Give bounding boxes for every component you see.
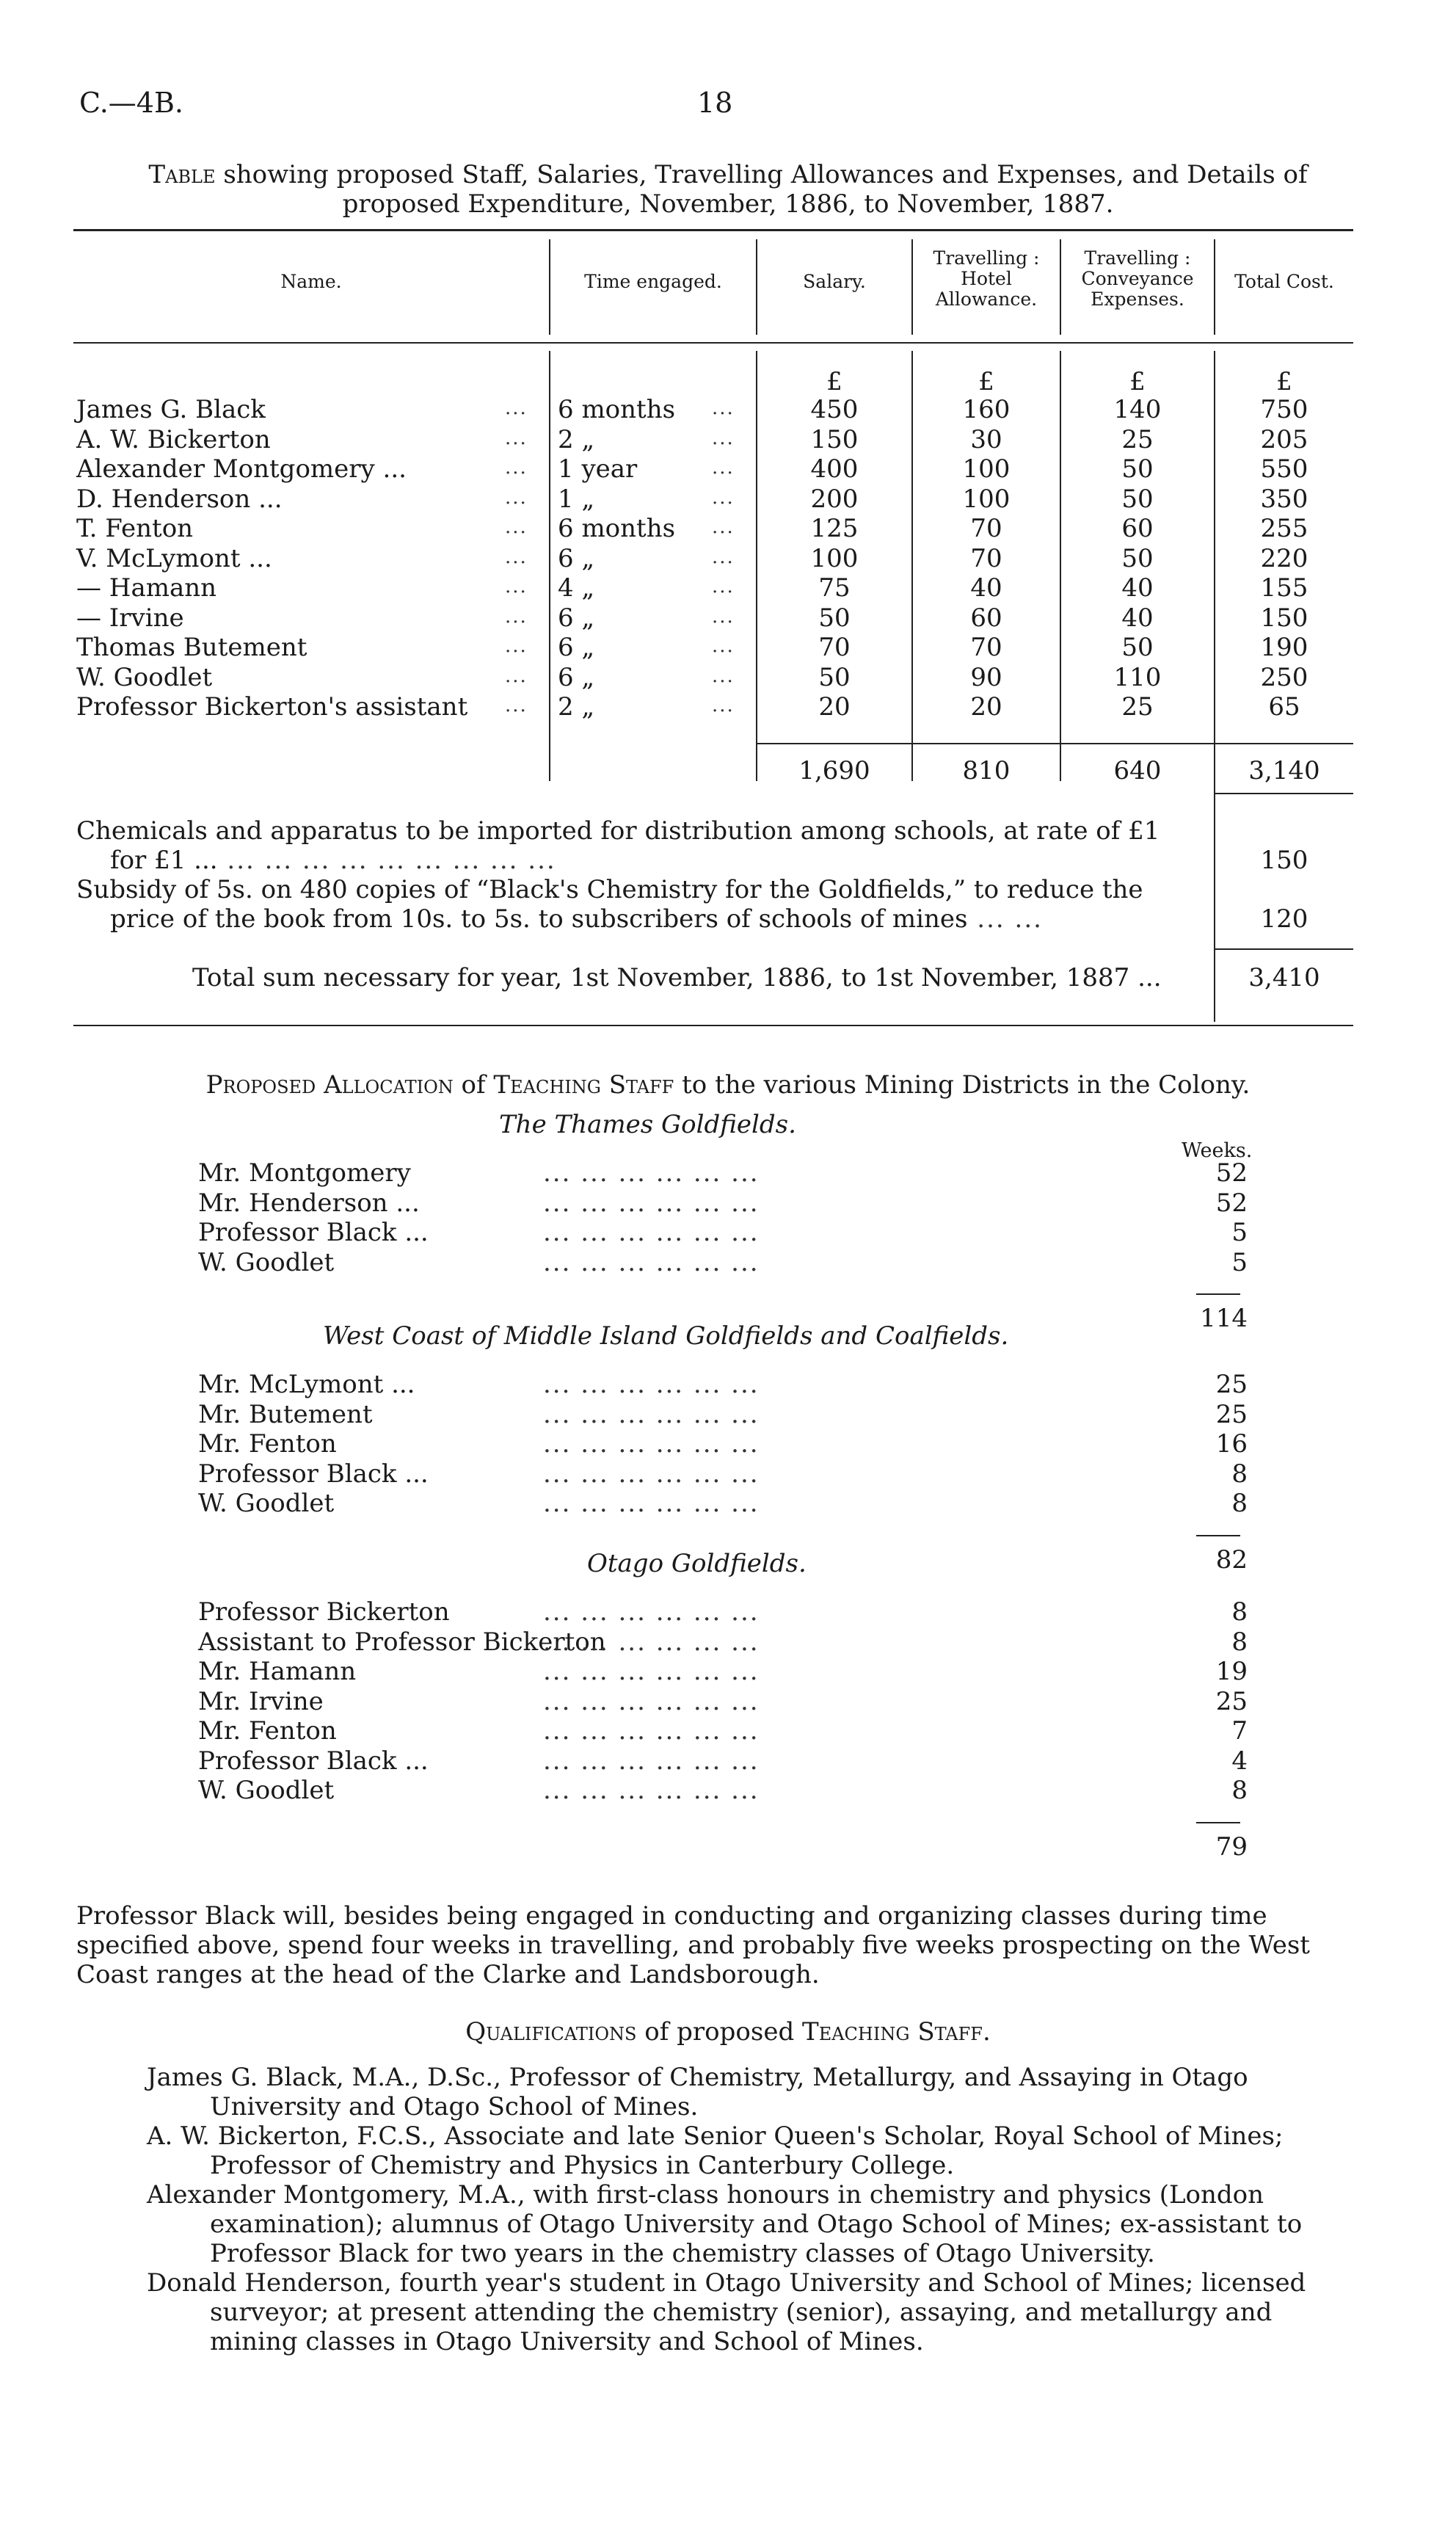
allocation-name: Professor Black ... [198,1746,429,1776]
staff-name: T. Fenton [76,514,194,543]
qualification-line: Alexander Montgomery, M.A., with first-class honours in chemistry and physics (London [147,2180,1264,2210]
vrule [911,351,913,781]
staff-name: V. McLymont ... [76,543,272,573]
allocation-weeks: 25 [1215,1686,1248,1716]
allocation-weeks: 52 [1215,1188,1248,1218]
staff-salary: 20 [818,692,851,722]
allocation-name: Mr. Butement [198,1399,373,1429]
staff-conveyance: 50 [1121,633,1154,662]
total-hotel: 810 [962,756,1011,785]
qualification-line: James G. Black, M.A., D.Sc., Professor of Chemistry, Metallurgy, and Assaying in Otago [147,2063,1248,2092]
staff-name: — Irvine [76,603,184,633]
conveyance-line-2: Conveyance [1081,268,1194,289]
allocation-title-part2: of [453,1070,494,1100]
staff-conveyance: 50 [1121,484,1154,514]
leader-dots: ... [712,635,735,657]
grand-total-rule [1215,948,1353,950]
staff-name: — Hamann [76,573,217,603]
leader-dots: ... [505,694,528,716]
staff-total: 205 [1260,424,1308,454]
allocation-weeks: 8 [1231,1776,1248,1805]
allocation-weeks: 4 [1231,1746,1248,1776]
hotel-line-1: Travelling : [933,247,1040,269]
hotel-line-2: Hotel [961,268,1012,289]
qualification-line: examination); alumnus of Otago University and Otago School of Mines; ex-assistant to [210,2210,1303,2239]
table-bottom-rule [73,1025,1353,1026]
leader-dots: ... [505,545,528,568]
leader-dots: ... ... ... ... ... ... [543,1459,760,1489]
staff-name: A. W. Bickerton [76,424,271,454]
allocation-name: W. Goodlet [198,1776,335,1805]
staff-time: 2 „ [558,692,595,722]
leader-dots: ... [505,457,528,479]
leader-dots: ... [712,516,735,538]
staff-conveyance: 60 [1121,514,1154,543]
staff-time: 4 „ [558,573,595,603]
conveyance-line-3: Expenses. [1091,288,1184,310]
leader-dots: ... [712,694,735,716]
staff-hotel: 40 [970,573,1002,603]
allocation-name: W. Goodlet [198,1489,335,1518]
leader-dots: ... ... ... ... ... ... [543,1399,760,1429]
staff-time: 1 year [558,454,638,484]
staff-name: D. Henderson ... [76,484,283,514]
vrule [1060,351,1061,781]
qual-title-part3: Teaching Staff. [802,2017,991,2047]
staff-total: 350 [1260,484,1308,514]
staff-salary: 50 [818,603,851,633]
staff-salary: 450 [810,395,859,424]
allocation-title-part1: Proposed Allocation [205,1070,454,1100]
staff-total: 155 [1260,573,1308,603]
qualification-line: surveyor; at present attending the chemistry (senior), assaying, and metallurgy and [210,2298,1273,2327]
allocation-weeks: 5 [1231,1247,1248,1277]
staff-total: 250 [1260,662,1308,692]
allocation-name: Mr. Hamann [198,1657,357,1686]
leader-dots: ... ... ... ... ... ... [543,1370,760,1399]
allocation-weeks: 16 [1215,1429,1248,1459]
qualification-line: University and Otago School of Mines. [210,2092,699,2121]
staff-salary: 50 [818,662,851,692]
vrule [549,239,550,335]
allocation-name: Mr. Montgomery [198,1158,411,1188]
vrule [756,239,757,335]
vrule [756,351,757,781]
staff-total: 550 [1260,454,1308,484]
totals-rule [757,743,1353,744]
qualification-line: Donald Henderson, fourth year's student in Otago University and School of Mines; licensed [147,2268,1306,2298]
staff-time: 6 months [558,514,676,543]
leader-dots: ... [712,486,735,509]
allocation-title-part3: Teaching Staff [493,1070,674,1100]
staff-name: W. Goodlet [76,662,213,692]
allocation-weeks: 19 [1215,1657,1248,1686]
col-header-conveyance [1061,248,1214,310]
allocation-weeks: 8 [1231,1489,1248,1518]
table-caption [73,160,1383,219]
allocation-name: W. Goodlet [198,1247,335,1277]
leader-dots: ... [712,397,735,419]
staff-time: 1 „ [558,484,595,514]
allocation-name: Professor Black ... [198,1218,429,1247]
leader-dots: ... ... ... ... ... ... [543,1597,760,1627]
leader-dots: ... ... ... ... ... ... [543,1627,760,1657]
allocation-name: Assistant to Professor Bickerton [198,1627,606,1657]
allocation-name: Mr. McLymont ... [198,1370,415,1399]
extra-subsidy-line2 [110,904,1043,934]
staff-time: 6 months [558,395,676,424]
allocation-name: Mr. Fenton [198,1429,337,1459]
conveyance-line-1: Travelling : [1084,247,1191,269]
staff-conveyance: 40 [1121,603,1154,633]
grand-total-amount: 3,410 [1248,963,1320,992]
staff-salary: 100 [810,543,859,573]
currency-hotel: £ [978,367,994,396]
header-bottom-rule [73,342,1353,344]
leader-dots: ... ... ... ... ... ... [543,1489,760,1518]
staff-hotel: 20 [970,692,1002,722]
total-conveyance: 640 [1113,756,1162,785]
leader-dots: ... ... ... ... ... ... [543,1686,760,1716]
leader-dots: ... [505,635,528,657]
staff-hotel: 30 [970,424,1002,454]
extra-subsidy-line1: Subsidy of 5s. on 480 copies of “Black's Chemistry for the Goldfields,” to reduce the [76,875,1143,904]
leader-dots: ... ... ... ... ... ... [543,1247,760,1277]
staff-time: 6 „ [558,662,595,692]
note-line: Coast ranges at the head of the Clarke and Landsborough. [76,1960,820,1989]
leader-dots: ... [712,576,735,598]
leader-dots: ... [505,486,528,509]
qualification-line: mining classes in Otago University and School of Mines. [210,2327,924,2356]
district-total: 82 [1215,1544,1248,1575]
staff-hotel: 60 [970,603,1002,633]
staff-time: 6 „ [558,633,595,662]
staff-conveyance: 50 [1121,454,1154,484]
qualification-line: A. W. Bickerton, F.C.S., Associate and late Senior Queen's Scholar, Royal School of Mines; [147,2121,1284,2151]
staff-salary: 75 [818,573,851,603]
allocation-weeks: 52 [1215,1158,1248,1188]
allocation-name: Mr. Irvine [198,1686,324,1716]
leader-dots: ... ... ... ... ... ... [543,1429,760,1459]
leader-dots: ... [712,664,735,687]
allocation-name: Professor Bickerton [198,1597,450,1627]
extra-chemicals-line1: Chemicals and apparatus to be imported for distribution among schools, at rate of £1 [76,816,1160,846]
col-header-total: Total Cost. [1234,271,1334,292]
qualification-line: Professor Black for two years in the chemistry classes of Otago University. [210,2239,1155,2268]
extra-subsidy-line2-text: price of the book from 10s. to 5s. to subscribers of schools of mines [110,904,968,934]
staff-salary: 200 [810,484,859,514]
vrule [1214,351,1215,1022]
staff-salary: 150 [810,424,859,454]
staff-hotel: 70 [970,543,1002,573]
caption-line2: proposed Expenditure, November, 1886, to November, 1887. [342,189,1114,219]
currency-total: £ [1276,367,1292,396]
staff-conveyance: 40 [1121,573,1154,603]
staff-name: Alexander Montgomery ... [76,454,407,484]
staff-hotel: 100 [962,484,1011,514]
staff-total: 190 [1260,633,1308,662]
leader-dots: ... [712,426,735,449]
staff-hotel: 160 [962,395,1011,424]
district-total: 79 [1215,1832,1248,1862]
leader-dots: ... [505,516,528,538]
district-total-rule [1196,1535,1240,1536]
staff-conveyance: 110 [1113,662,1162,692]
leader-dots: ... [712,457,735,479]
staff-salary: 70 [818,633,851,662]
extra-subsidy-amount: 120 [1260,904,1308,934]
extra-chemicals-amount: 150 [1260,846,1308,875]
leader-dots: ... [712,605,735,628]
currency-salary: £ [826,367,842,396]
col-header-name: Name. [280,271,342,292]
extra-chemicals-line2-text: for £1 ... [110,846,218,875]
qualifications-title [73,2017,1383,2047]
leader-dots: ... [505,397,528,419]
staff-hotel: 100 [962,454,1011,484]
district-total: 114 [1200,1304,1248,1333]
currency-conveyance: £ [1129,367,1146,396]
total-salary: 1,690 [798,756,870,785]
staff-name: Professor Bickerton's assistant [76,692,468,722]
vrule [911,239,913,335]
staff-conveyance: 25 [1121,692,1154,722]
staff-total: 220 [1260,543,1308,573]
allocation-weeks: 8 [1231,1627,1248,1657]
leader-dots: ... ... ... ... ... ... [543,1776,760,1805]
allocation-weeks: 25 [1215,1370,1248,1399]
staff-hotel: 70 [970,633,1002,662]
caption-line1: showing proposed Staff, Salaries, Travelling Allowances and Expenses, and Details of [223,160,1308,189]
district-title: West Coast of Middle Island Goldfields and Coalfields. [323,1321,1009,1351]
grand-total-label: Total sum necessary for year, 1st November, 1886, to 1st November, 1887 ... [192,963,1162,992]
staff-salary: 125 [810,514,859,543]
allocation-weeks: 5 [1231,1218,1248,1247]
note-line: Professor Black will, besides being engaged in conducting and organizing classes during time [76,1901,1267,1931]
leader-dots: ... ... ... ... ... ... [543,1716,760,1746]
leader-dots: ... [712,545,735,568]
leader-dots: ... ... ... ... ... ... [543,1158,760,1188]
staff-total: 150 [1260,603,1308,633]
caption-lead: Table [148,160,216,189]
allocation-weeks: 25 [1215,1399,1248,1429]
staff-conveyance: 50 [1121,543,1154,573]
staff-conveyance: 140 [1113,395,1162,424]
allocation-title [73,1070,1383,1100]
leader-dots: ... ... ... ... ... ... ... ... ... [217,846,556,875]
vrule [549,351,550,781]
weeks-label: Weeks. [1182,1139,1253,1162]
staff-hotel: 70 [970,514,1002,543]
allocation-weeks: 8 [1231,1459,1248,1489]
col-header-hotel [913,248,1060,310]
allocation-name: Mr. Henderson ... [198,1188,420,1218]
extra-chemicals-line2 [110,846,556,875]
staff-salary: 400 [810,454,859,484]
allocation-title-part4: to the various Mining Districts in the Colony. [674,1070,1251,1100]
leader-dots: ... ... ... ... ... ... [543,1218,760,1247]
hotel-line-3: Allowance. [935,288,1038,310]
staff-total: 65 [1268,692,1300,722]
leader-dots: ... [505,664,528,687]
staff-total: 255 [1260,514,1308,543]
total-cost: 3,140 [1248,756,1320,785]
note-line: specified above, spend four weeks in travelling, and probably five weeks prospecting on the West [76,1931,1310,1960]
staff-total: 750 [1260,395,1308,424]
total-cost-rule [1215,793,1353,794]
allocation-weeks: 8 [1231,1597,1248,1627]
qualification-line: Professor of Chemistry and Physics in Canterbury College. [210,2151,955,2180]
staff-name: James G. Black [76,395,266,424]
allocation-weeks: 7 [1231,1716,1248,1746]
document-reference: C.—4B. [79,87,183,119]
col-header-time: Time engaged. [584,271,722,292]
district-title: The Thames Goldfields. [499,1110,796,1139]
allocation-name: Mr. Fenton [198,1716,337,1746]
staff-time: 6 „ [558,543,595,573]
leader-dots: ... ... ... ... ... ... [543,1746,760,1776]
black-note [76,1901,1368,1989]
staff-hotel: 90 [970,662,1002,692]
district-total-rule [1196,1822,1240,1823]
leader-dots: ... ... [967,904,1043,934]
allocation-name: Professor Black ... [198,1459,429,1489]
staff-time: 2 „ [558,424,595,454]
leader-dots: ... ... ... ... ... ... [543,1657,760,1686]
leader-dots: ... ... ... ... ... ... [543,1188,760,1218]
table-top-rule [73,229,1353,231]
staff-conveyance: 25 [1121,424,1154,454]
vrule [1060,239,1061,335]
leader-dots: ... [505,426,528,449]
qual-title-part2: of proposed [636,2017,803,2047]
district-title: Otago Goldfields. [587,1549,807,1578]
district-total-rule [1196,1293,1240,1295]
page-number: 18 [697,87,733,119]
vrule [1214,239,1215,335]
qual-title-part1: Qualifications [465,2017,637,2047]
staff-time: 6 „ [558,603,595,633]
leader-dots: ... [505,605,528,628]
col-header-salary: Salary. [803,271,866,292]
leader-dots: ... [505,576,528,598]
staff-name: Thomas Butement [76,633,307,662]
